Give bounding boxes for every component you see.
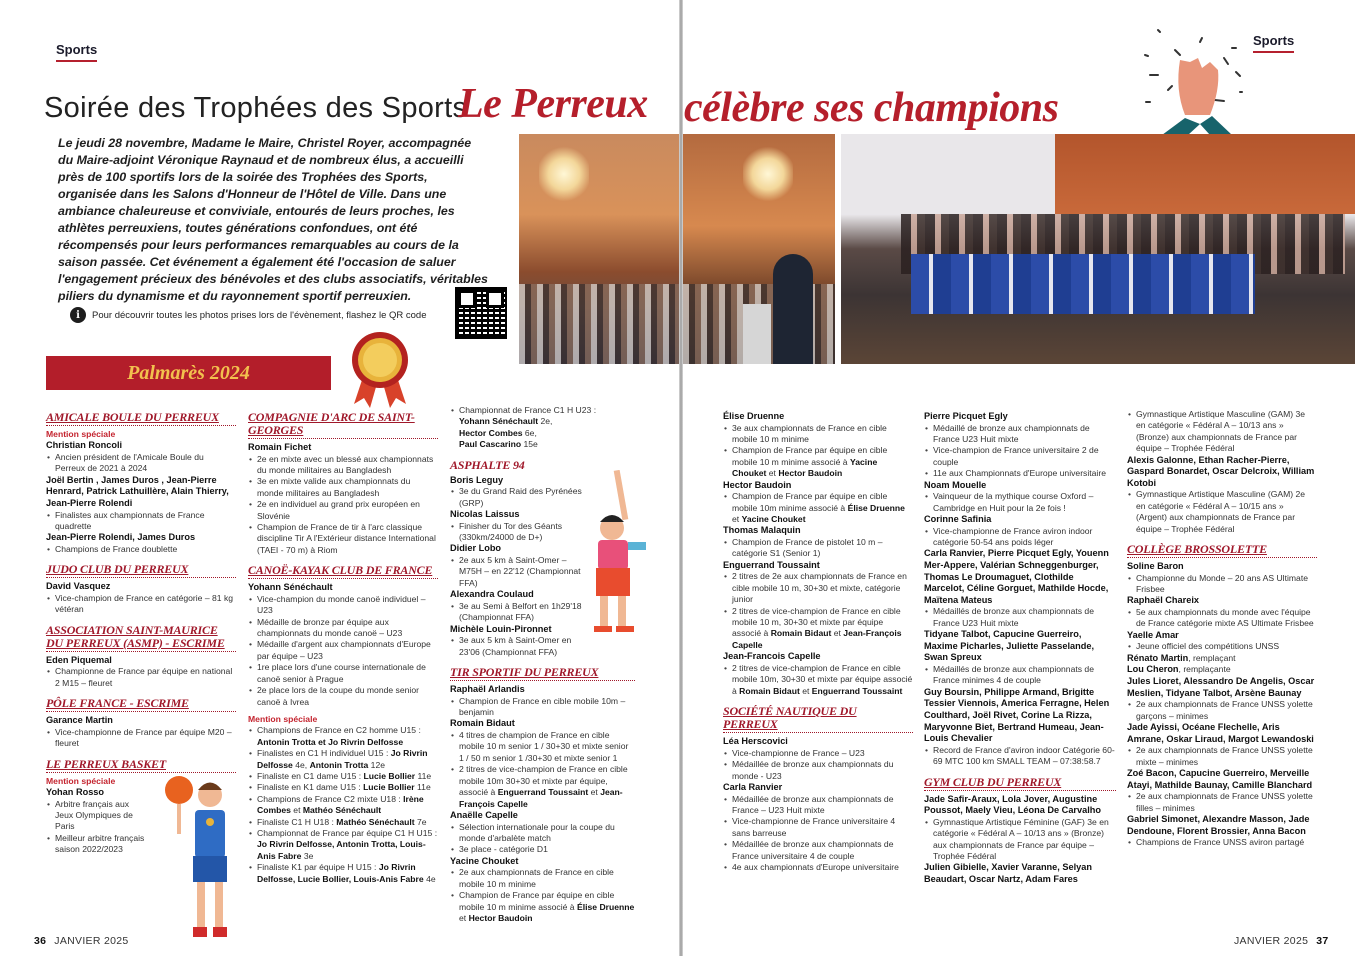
achievement: • Championnat de France C1 H U23 : Yohann Sénéchault 2e, Hector Combes 6e, Paul Cascarino 15e — [450, 405, 635, 451]
issue-date: JANVIER 2025 — [1234, 935, 1309, 947]
achievement: • Champion de France par équipe en cible mobile 10 m minime associé à Élise Druenne et Hector Baudoin — [450, 890, 635, 924]
achievement: • Jeune officiel des compétitions UNSS — [1127, 641, 1317, 652]
achievement: • Champions de France doublette — [46, 544, 236, 555]
achievement: • Médaillés de bronze aux championnats de France minimes 4 de couple — [924, 664, 1116, 687]
achievement: • Médaillés de bronze aux championnats de France U23 Huit mixte — [924, 606, 1116, 629]
athlete-name: Boris Leguy — [450, 474, 504, 485]
athlete-name: Jade Safir-Araux, Lola Jover, Augustine Poussot, Maely Vieu, Léona De Carvalho — [924, 793, 1101, 816]
achievement: • Gymnastique Artistique Féminine (GAF) 3e en catégorie « Fédéral A – 10/13 ans » (Bronze) aux championnats de France par équipe – Trophée Fédéral — [924, 817, 1116, 863]
achievement: • Champion de France de pistolet 10 m – catégorie S1 (Senior 1) — [723, 537, 913, 560]
athlete-name: Jade Ayissi, Océane Flechelle, Aris Amrane, Oskar Liraud, Margot Lewandoski — [1127, 722, 1314, 744]
achievement: • Vice-champion de France universitaire 2 de couple — [924, 445, 1116, 468]
headline-right: célèbre ses champions — [684, 85, 1059, 131]
achievement: • 2e aux 5 km à Saint-Omer – M75H – en 22'12 (Championnat FFA) — [450, 555, 585, 589]
achievement: • 3e aux 5 km à Saint-Omer en 23'06 (Championnat FFA) — [450, 635, 585, 658]
achievement: • 2e aux championnats de France UNSS yolette filles – minimes — [1127, 791, 1317, 814]
achievement: • Vice-championne de France par équipe M20 – fleuret — [46, 727, 236, 750]
column-5 — [924, 411, 1116, 886]
achievement: • Champion de France de tir à l'arc classique discipline Tir A l'Extérieur distance International (TAEI - 70 m) à Riom — [248, 522, 438, 556]
achievement: • Vice-championne de France – U23 — [723, 748, 913, 759]
achievement: • Sélection internationale pour la coupe du monde d'arbalète match — [450, 822, 635, 845]
column-6 — [1127, 409, 1317, 849]
club-title: ASPHALTE 94 — [450, 457, 525, 472]
athlete-name: Eden Piquemal — [46, 654, 112, 665]
achievement: • Finaliste K1 par équipe H U15 : Jo Rivrin Delfosse, Lucie Bollier, Louis-Anis Fabre 4e — [248, 862, 438, 885]
club-title: AMICALE BOULE DU PERREUX — [46, 411, 236, 426]
athlete-name: Alexandra Coulaud — [450, 589, 534, 600]
section-tag-right: Sports — [1253, 33, 1294, 53]
club-title: GYM CLUB DU PERREUX — [924, 776, 1116, 791]
clapping-hands-icon — [1140, 20, 1250, 135]
club-title: ASSOCIATION SAINT-MAURICE DU PERREUX (ASMP) - ESCRIME — [46, 624, 236, 652]
page-subtitle: Soirée des Trophées des Sports — [44, 92, 468, 124]
section-tag-left: Sports — [56, 42, 97, 62]
athlete-name: Soline Baron — [1127, 561, 1184, 572]
achievement: • Gymnastique Artistique Masculine (GAM) 3e en catégorie « Fédéral A – 10/13 ans » (Bronze) aux championnats de France par équipe – Trophée Fédéral — [1127, 409, 1317, 455]
athlete-name: Zoé Bacon, Capucine Guerreiro, Merveille Atayi, Mathilde Baunay, Camille Blanchard — [1127, 768, 1313, 790]
achievement: • Vice-champion du monde canoë individuel – U23 — [248, 594, 438, 617]
athlete-name: Jules Lioret, Alessandro De Angelis, Oscar Meslien, Tidyane Talbot, Arsène Baunay — [1127, 676, 1315, 698]
athlete-name: Noam Mouelle — [924, 479, 987, 490]
athlete-name: Yohann Sénéchault — [248, 582, 333, 593]
achievement: • 3e aux championnats de France en cible mobile 10 m minime — [723, 423, 913, 446]
athlete-name: Raphaël Arlandis — [450, 684, 525, 695]
athlete-name: Romain Fichet — [248, 442, 312, 452]
club-title: COMPAGNIE D'ARC DE SAINT-GEORGES — [248, 411, 438, 439]
medal-icon — [350, 330, 410, 410]
photo-group-champions — [841, 134, 1355, 364]
athlete-name: Jean-Francois Capelle — [723, 651, 821, 662]
achievement: • Champion de France par équipe en cible mobile 10 m minime associé à Yacine Chouket et Hector Baudoin — [723, 445, 913, 479]
achievement: • 2 titres de 2e aux championnats de France en cible mobile 10 m, 30+30 et mixte, catégorie junior — [723, 571, 913, 605]
achievement: • Médaillée de bronze aux championnats du monde - U23 — [723, 759, 913, 782]
achievement: • 5e aux championnats du monde avec l'équipe de France catégorie mixte AS Ultimate Frisbee — [1127, 607, 1317, 630]
headline-left: Le Perreux — [458, 81, 648, 127]
athlete-name: Pierre Picquet Egly — [924, 411, 1008, 421]
achievement: • Médaillée de bronze aux championnats de France universitaire 4 de couple — [723, 839, 913, 862]
info-icon: i — [70, 307, 86, 323]
achievement: • 2e place lors de la coupe du monde senior canoë à Ivrea — [248, 685, 438, 708]
athlete-name: Thomas Malaquin — [723, 525, 801, 536]
qr-code[interactable] — [455, 287, 507, 339]
athlete-name: Christian Roncoli — [46, 440, 123, 451]
photo-speaker — [683, 134, 835, 364]
athlete-name: Tidyane Talbot, Capucine Guerreiro, Maxime Picharles, Juliette Passelande, Swan Spreux — [924, 629, 1095, 663]
athlete-name: Guy Boursin, Philippe Armand, Brigitte Tessier Viennois, America Ferragne, Helen Coulthard, Joël Rivet, Corine La Rizza, Maryvonne Biet, Bertrand Humeau, Jean-Louis Chevalier — [924, 686, 1110, 744]
achievement: • Vainqueur de la mythique course Oxford – Cambridge en Huit pour la 2e fois ! — [924, 491, 1116, 514]
achievement: • Championnat de France par équipe C1 H U15 : Jo Rivrin Delfosse, Antonin Trotta, Louis-Anis Fabre 3e — [248, 828, 438, 862]
athlete-name: Yacine Chouket — [450, 855, 519, 866]
athlete-name: Joël Bertin , James Duros , Jean-Pierre Henrard, Patrick Lathuillère, Alain Thierry, Jean-Pierre Rolendi — [46, 474, 229, 508]
athlete-name: Hector Baudoin — [723, 479, 792, 490]
athlete-name: Élise Druenne — [723, 411, 785, 421]
achievement: • Finalistes en C1 H individuel U15 : Jo Rivrin Delfosse 4e, Antonin Trotta 12e — [248, 748, 438, 771]
athlete-name: Anaëlle Capelle — [450, 809, 518, 820]
achievement: • Arbitre français aux Jeux Olympiques de Paris — [46, 799, 146, 833]
athlete-name: Garance Martin — [46, 715, 113, 726]
achievement: • Finaliste C1 H U18 : Mathéo Sénéchault 7e — [248, 817, 438, 828]
achievement: • Champion de France en cible mobile 10m – benjamin — [450, 696, 635, 719]
column-4 — [723, 411, 913, 873]
achievement: • Championne du Monde – 20 ans AS Ultimate Frisbee — [1127, 573, 1317, 596]
footer-left — [34, 935, 129, 947]
achievement: • 2e aux championnats de France UNSS yolette mixte – minimes — [1127, 745, 1317, 768]
achievement: • Finalistes aux championnats de France quadrette — [46, 510, 236, 533]
page-number: 37 — [1316, 935, 1329, 947]
athlete-name: Gabriel Simonet, Alexandre Masson, Jade Dendoune, Florent Brossier, Anna Bacon — [1127, 814, 1310, 836]
athlete-name: Michèle Louin-Pironnet — [450, 623, 552, 634]
achievement: • Médaille d'argent aux championnats d'Europe par équipe – U23 — [248, 639, 438, 662]
achievement: • 11e aux Championnats d'Europe universitaire — [924, 468, 1116, 479]
achievement: • 1re place lors d'une course internationale de canoë senior à Prague — [248, 662, 438, 685]
achievement: • 4 titres de champion de France en cible mobile 10 m senior 1 / 30+30 et mixte senior 1 / 50 m senior 1 /30+30 et mixte senior 1 — [450, 730, 635, 764]
achievement: • Finisher du Tor des Géants (330km/24000 de D+) — [450, 521, 580, 544]
achievement: • 2e aux championnats de France en cible mobile 10 m minime — [450, 867, 635, 890]
achievement: • Meilleur arbitre français saison 2022/2023 — [46, 833, 156, 856]
substitute: Lou Cheron, remplaçante — [1127, 664, 1231, 675]
achievement: • Champions de France en C2 homme U15 : Antonin Trotta et Jo Rivrin Delfosse — [248, 725, 438, 748]
column-2 — [248, 403, 438, 885]
achievement: • Médaille de bronze par équipe aux championnats du monde canoë – U23 — [248, 617, 438, 640]
athlete-name: Jean-Pierre Rolendi, James Duros — [46, 532, 196, 543]
achievement: • 2e en individuel au grand prix européen en Slovénie — [248, 499, 438, 522]
achievement: • 4e aux championnats d'Europe universitaire — [723, 862, 913, 873]
athlete-name: Didier Lobo — [450, 543, 502, 554]
substitute: Rénato Martin, remplaçant — [1127, 652, 1236, 663]
club-title: LE PERREUX BASKET — [46, 758, 236, 773]
club-title: TIR SPORTIF DU PERREUX — [450, 666, 635, 681]
intro-paragraph: Le jeudi 28 novembre, Madame le Maire, Christel Royer, accompagnée du Maire-adjoint Véronique Raynaud et de nombreux élus, a accueilli près de 100 sportifs lors de la soirée des Trophées des Sports, organisée dans les Salons d'Honneur de l'Hôtel de Ville. Dans une ambiance chaleureuse et conviviale, entourés de leurs proches, les athlètes perreuxiens, toutes générations confondues, ont été récompensés pour leurs performances remarquables au cours de la saison passée. Cet événement a également été l'occasion de saluer l'engagement précieux des bénévoles et des clubs associatifs, véritables piliers du dynamisme et du rayonnement sportif perreuxien. — [58, 136, 488, 303]
achievement: • Médaillé de bronze aux championnats de France U23 Huit mixte — [924, 423, 1116, 446]
mention-label: Mention spéciale — [248, 713, 318, 724]
qr-note-text: Pour découvrir toutes les photos prises lors de l'évènement, flashez le QR code — [92, 309, 427, 321]
achievement: • Vice-champion de France en catégorie – 81 kg vétéran — [46, 593, 236, 616]
athlete-name: Julien Gibielle, Xavier Varanne, Selyan Beaudart, Oscar Nartz, Adam Fares — [924, 862, 1093, 884]
athlete-name: Léa Herscovici — [723, 736, 788, 747]
achievement: • Gymnastique Artistique Masculine (GAM) 2e en catégorie « Fédéral A – 10/15 ans » (Argent) aux championnats de France par équipe – Trophée Fédéral — [1127, 489, 1317, 535]
achievement: • Médaillée de bronze aux championnats de France – U23 Huit mixte — [723, 794, 913, 817]
club-title: COLLÈGE BROSSOLETTE — [1127, 543, 1317, 558]
club-title: CANOË-KAYAK CLUB DE FRANCE — [248, 564, 438, 579]
achievement: • Champions de France UNSS aviron partagé — [1127, 837, 1317, 848]
athlete-name: Corinne Safinia — [924, 514, 992, 525]
club-title: JUDO CLUB DU PERREUX — [46, 563, 236, 578]
achievement: • 2e en mixte avec un blessé aux championnats du monde militaires au Bangladesh — [248, 454, 438, 477]
achievement: • 2e aux championnats de France UNSS yolette garçons – minimes — [1127, 699, 1317, 722]
achievement: • Ancien président de l'Amicale Boule du Perreux de 2021 à 2024 — [46, 452, 236, 475]
achievement: • Champions de France C2 mixte U18 : Irène Combes et Mathéo Sénéchault — [248, 794, 438, 817]
palmares-banner: Palmarès 2024 — [46, 356, 331, 390]
athlete-name: Yohan Rosso — [46, 787, 105, 798]
athlete-name: Enguerrand Toussaint — [723, 559, 820, 570]
athlete-name: David Vasquez — [46, 581, 111, 592]
achievement: • 2 titres de vice-champion de France en cible mobile 10 m, 30+30 et mixte par équipe associé à Romain Bidaut et Jean-François Capelle — [723, 606, 913, 652]
achievement: • 3e place - catégorie D1 — [450, 844, 635, 855]
mention-label: Mention spéciale — [46, 775, 116, 786]
achievement: • Record de France d'aviron indoor Catégorie 60-69 MTC 100 km SMALL TEAM – 07:38:58.7 — [924, 745, 1116, 768]
athlete-name: Nicolas Laissus — [450, 509, 520, 520]
athlete-name: Carla Ranvier — [723, 781, 783, 792]
club-title: PÔLE FRANCE - ESCRIME — [46, 697, 236, 712]
achievement: • Vice-championne de France aviron indoor catégorie 50-54 ans poids léger — [924, 526, 1116, 549]
athlete-name: Carla Ranvier, Pierre Picquet Egly, Youenn Mer-Appere, Valérian Schneggenburger, Thomas Le Droumaguet, Clothilde Marcelot, Céline Gorguet, Mathilde Hocde, Maïtena Mateus — [924, 548, 1109, 605]
runner-illustration — [590, 470, 660, 635]
achievement: • 3e au Semi à Belfort en 1h29'18 (Championnat FFA) — [450, 601, 585, 624]
footer-right — [1234, 935, 1329, 947]
athlete-name: Raphaël Chareix — [1127, 595, 1199, 606]
page-number: 36 — [34, 935, 47, 947]
achievement: • 2 titres de vice-champion de France en cible mobile 10m 30+30 et mixte par équipe, associé à Enguerrand Toussaint et Jean-François Capelle — [450, 764, 635, 810]
achievement: • Championne de France par équipe en national 2 M15 – fleuret — [46, 666, 236, 689]
basketball-player-illustration — [165, 770, 245, 945]
achievement: • Finaliste en C1 dame U15 : Lucie Bollier 11e — [248, 771, 438, 782]
achievement: • 3e du Grand Raid des Pyrénées (GRP) — [450, 486, 600, 509]
achievement: • 3e en mixte valide aux championnats du monde militaires au Bangladesh — [248, 476, 438, 499]
achievement: • Finaliste en K1 dame U15 : Lucie Bollier 11e — [248, 782, 438, 793]
qr-note — [70, 307, 427, 323]
mention-label: Mention spéciale — [46, 429, 116, 439]
issue-date: JANVIER 2025 — [54, 935, 129, 947]
athlete-name: Romain Bidaut — [450, 718, 515, 729]
achievement: • 2 titres de vice-champion de France en cible mobile 10m, 30+30 et mixte par équipe associé à Romain Bidaut et Enguerrand Toussaint — [723, 663, 913, 697]
achievement: • Champion de France par équipe en cible mobile 10m minime associé à Élise Druenne et Yacine Chouket — [723, 491, 913, 525]
athlete-name: Alexis Galonne, Ethan Racher-Pierre, Gaspard Bonardet, Oscar Delcroix, William Kotobi — [1127, 454, 1315, 488]
athlete-name: Yaelle Amar — [1127, 629, 1179, 640]
photo-ceremony-hall — [519, 134, 679, 364]
achievement: • Vice-championne de France universitaire 4 sans barreuse — [723, 816, 913, 839]
club-title: SOCIÉTÉ NAUTIQUE DU PERREUX — [723, 705, 913, 733]
